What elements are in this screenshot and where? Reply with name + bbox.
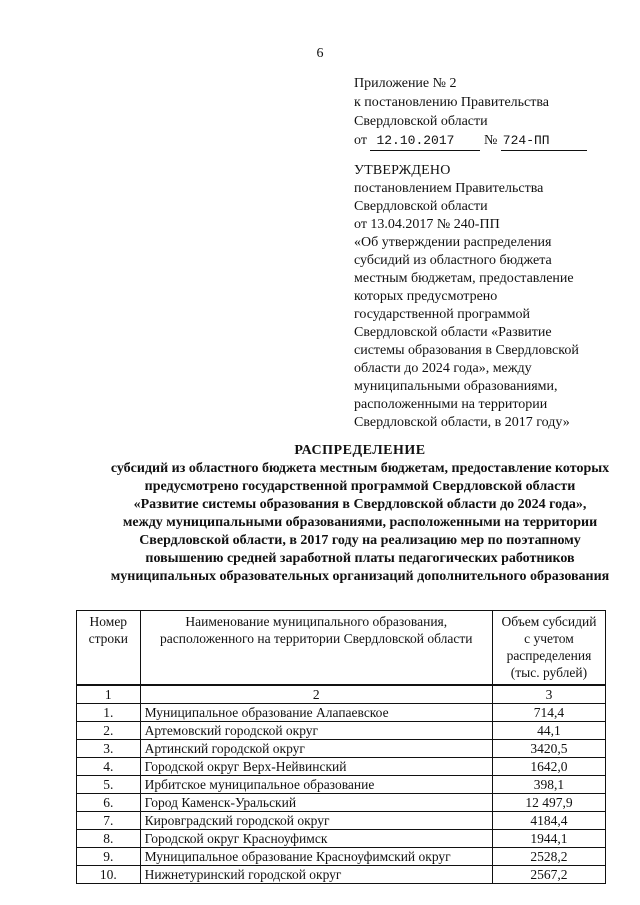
municipality-name: Город Каменск-Уральский xyxy=(140,794,492,812)
header-row-number xyxy=(77,611,141,686)
municipality-name: Кировградский городской округ xyxy=(140,812,492,830)
municipality-name: Городской округ Верх-Нейвинский xyxy=(140,758,492,776)
municipality-name: Ирбитское муниципальное образование xyxy=(140,776,492,794)
page-number: 6 xyxy=(316,46,324,61)
header-text: строки xyxy=(88,631,128,646)
municipality-name: Городской округ Красноуфимск xyxy=(140,830,492,848)
row-number: 5. xyxy=(77,776,141,794)
column-number: 2 xyxy=(140,685,492,704)
approved-line: расположенными на территории xyxy=(354,397,548,412)
row-number: 3. xyxy=(77,740,141,758)
header-text: Объем субсидий xyxy=(501,614,597,629)
municipality-name: Артемовский городской округ xyxy=(140,722,492,740)
approved-line: области до 2024 года», между xyxy=(354,361,532,376)
row-number: 8. xyxy=(77,830,141,848)
subsidy-value: 714,4 xyxy=(492,704,605,722)
number-prefix: № xyxy=(483,133,498,148)
table-row xyxy=(77,830,606,848)
header-text: (тыс. рублей) xyxy=(510,665,588,680)
row-number: 10. xyxy=(77,866,141,884)
row-number: 7. xyxy=(77,812,141,830)
column-number-row xyxy=(77,685,606,704)
row-number: 6. xyxy=(77,794,141,812)
title-line: субсидий из областного бюджета местным бюджетам, предоставление которых xyxy=(110,461,610,476)
row-number: 1. xyxy=(77,704,141,722)
subsidy-value: 2528,2 xyxy=(492,848,605,866)
table-row xyxy=(77,794,606,812)
subsidy-value: 1642,0 xyxy=(492,758,605,776)
approved-line: Свердловской области «Развитие xyxy=(354,325,552,340)
row-number: 9. xyxy=(77,848,141,866)
subsidy-value: 2567,2 xyxy=(492,866,605,884)
municipality-name: Артинский городской округ xyxy=(140,740,492,758)
approved-line: муниципальными образованиями, xyxy=(354,379,558,394)
subsidy-value: 44,1 xyxy=(492,722,605,740)
approved-block xyxy=(354,162,634,432)
approved-line: постановлением Правительства xyxy=(354,181,544,196)
municipality-name: Муниципальное образование Алапаевское xyxy=(140,704,492,722)
row-number: 2. xyxy=(77,722,141,740)
municipality-name: Нижнетуринский городской округ xyxy=(140,866,492,884)
title-line: между муниципальными образованиями, расположенными на территории xyxy=(122,515,598,530)
approved-line: государственной программой xyxy=(354,307,530,322)
header-text: с учетом xyxy=(524,631,574,646)
subsidy-value: 3420,5 xyxy=(492,740,605,758)
subsidy-value: 12 497,9 xyxy=(492,794,605,812)
approved-line: которых предусмотрено xyxy=(354,289,498,304)
appendix-line: Свердловской области xyxy=(354,114,488,129)
approved-line: от 13.04.2017 № 240-ПП xyxy=(354,217,500,232)
header-text: распределения xyxy=(506,648,592,663)
approved-line: субсидий из областного бюджета xyxy=(354,253,552,268)
header-text: Номер xyxy=(89,614,128,629)
approved-line: «Об утверждении распределения xyxy=(354,235,552,250)
title-line: Свердловской области, в 2017 году на реализацию мер по поэтапному xyxy=(139,533,581,548)
approved-line: системы образования в Свердловской xyxy=(354,343,579,358)
column-number: 3 xyxy=(492,685,605,704)
table-header-row xyxy=(77,611,606,686)
title-line: «Развитие системы образования в Свердловской области до 2024 года», xyxy=(133,497,587,512)
title-line: предусмотрено государственной программой Свердловской области xyxy=(144,479,576,494)
table-row xyxy=(77,848,606,866)
subsidy-table xyxy=(76,610,606,884)
subsidy-value: 398,1 xyxy=(492,776,605,794)
appendix-line: Приложение № 2 xyxy=(354,76,457,91)
approved-line: Свердловской области xyxy=(354,199,488,214)
title-line: повышению средней заработной платы педагогических работников xyxy=(145,551,575,566)
document-title xyxy=(60,442,640,586)
approved-heading: УТВЕРЖДЕНО xyxy=(354,163,451,178)
table-row xyxy=(77,740,606,758)
subsidy-value: 4184,4 xyxy=(492,812,605,830)
header-text: Наименование муниципального образования, xyxy=(185,614,448,629)
title-line: муниципальных образовательных организаций дополнительного образования xyxy=(110,569,610,584)
resolution-date: 12.10.2017 xyxy=(370,131,480,151)
table-row xyxy=(77,704,606,722)
appendix-date-line xyxy=(354,131,587,151)
approved-line: местным бюджетам, предоставление xyxy=(354,271,574,286)
table-row xyxy=(77,722,606,740)
subsidy-value: 1944,1 xyxy=(492,830,605,848)
table-row xyxy=(77,866,606,884)
table-row xyxy=(77,776,606,794)
column-number: 1 xyxy=(77,685,141,704)
row-number: 4. xyxy=(77,758,141,776)
header-municipality xyxy=(140,611,492,686)
resolution-number: 724-ПП xyxy=(501,131,587,151)
header-text: расположенного на территории Свердловской области xyxy=(160,631,473,646)
table-row xyxy=(77,812,606,830)
date-prefix: от xyxy=(354,133,367,148)
header-subsidy xyxy=(492,611,605,686)
appendix-block xyxy=(354,74,587,151)
title-heading: РАСПРЕДЕЛЕНИЕ xyxy=(294,443,426,458)
appendix-line: к постановлению Правительства xyxy=(354,95,550,110)
municipality-name: Муниципальное образование Красноуфимский округ xyxy=(140,848,492,866)
approved-line: Свердловской области, в 2017 году» xyxy=(354,415,570,430)
table-row xyxy=(77,758,606,776)
